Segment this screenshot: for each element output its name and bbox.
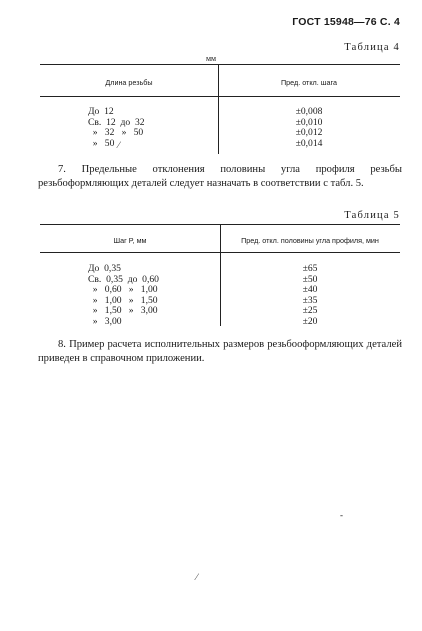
table5-value-cell: ±40: [302, 284, 318, 296]
table4-value-cell: ±0,008: [295, 106, 323, 117]
paragraph-7: 7. Предельные отклонения половины угла профиля резьбы резьбоформляющих деталей следует назначать в соответствии с табл. 5.: [38, 164, 402, 189]
table4-top-rule: [40, 64, 400, 65]
table5: [40, 224, 400, 326]
table4-range-cell: До 12: [88, 106, 114, 117]
table4-value-cell: ±0,010: [295, 116, 323, 128]
stray-mark: -: [340, 510, 343, 520]
table5-value-cell: ±25: [302, 305, 318, 317]
table4-value-cell: ±0,014: [295, 137, 323, 149]
table5-header-rule: [40, 252, 400, 253]
table5-range-cell: » 1,50 » 3,00: [88, 305, 158, 317]
table4-range-cell: Св. 12 до 32: [88, 116, 145, 128]
table5-range-column: [88, 264, 159, 328]
table4-caption: Таблица 4: [344, 42, 400, 53]
table5-value-cell: ±65: [302, 263, 318, 274]
table5-header-angle-deviation: Пред. откл. половины угла профиля, мин: [241, 236, 379, 245]
table4-header-deviation: Пред. откл. шага: [281, 78, 337, 87]
table4-header-rule: [40, 96, 400, 97]
table4-range-cell: » 50: [88, 137, 115, 149]
paragraph-8: 8. Пример расчета исполнительных размеров резьбооформляющих деталей приведен в справочном приложении.: [38, 339, 402, 364]
table4-value-column: [218, 107, 400, 149]
table4-range-column: [88, 107, 145, 149]
table4-value-cell: ±0,012: [295, 127, 323, 139]
table5-value-column: [220, 264, 400, 328]
table5-value-cell: ±50: [302, 273, 318, 285]
stray-mark: ⁄: [118, 140, 120, 150]
table5-value-cell: ±20: [302, 315, 318, 327]
table5-caption: Таблица 5: [344, 210, 400, 221]
table4-header-length: Длина резьбы: [105, 78, 153, 87]
document-code-header: ГОСТ 15948—76 С. 4: [292, 16, 400, 28]
table5-range-cell: » 3,00: [88, 315, 122, 327]
stray-mark: ⁄: [196, 572, 198, 582]
table5-range-cell: До 0,35: [88, 263, 121, 274]
table4-range-cell: » 32 » 50: [88, 127, 144, 139]
table5-range-cell: Св. 0,35 до 0,60: [88, 273, 159, 285]
table5-range-cell: » 1,00 » 1,50: [88, 294, 158, 306]
table4: [40, 64, 400, 154]
table5-value-cell: ±35: [302, 294, 318, 306]
table4-units: мм: [205, 54, 217, 63]
table5-header-pitch: Шаг P, мм: [113, 236, 147, 245]
table5-range-cell: » 0,60 » 1,00: [88, 284, 158, 296]
